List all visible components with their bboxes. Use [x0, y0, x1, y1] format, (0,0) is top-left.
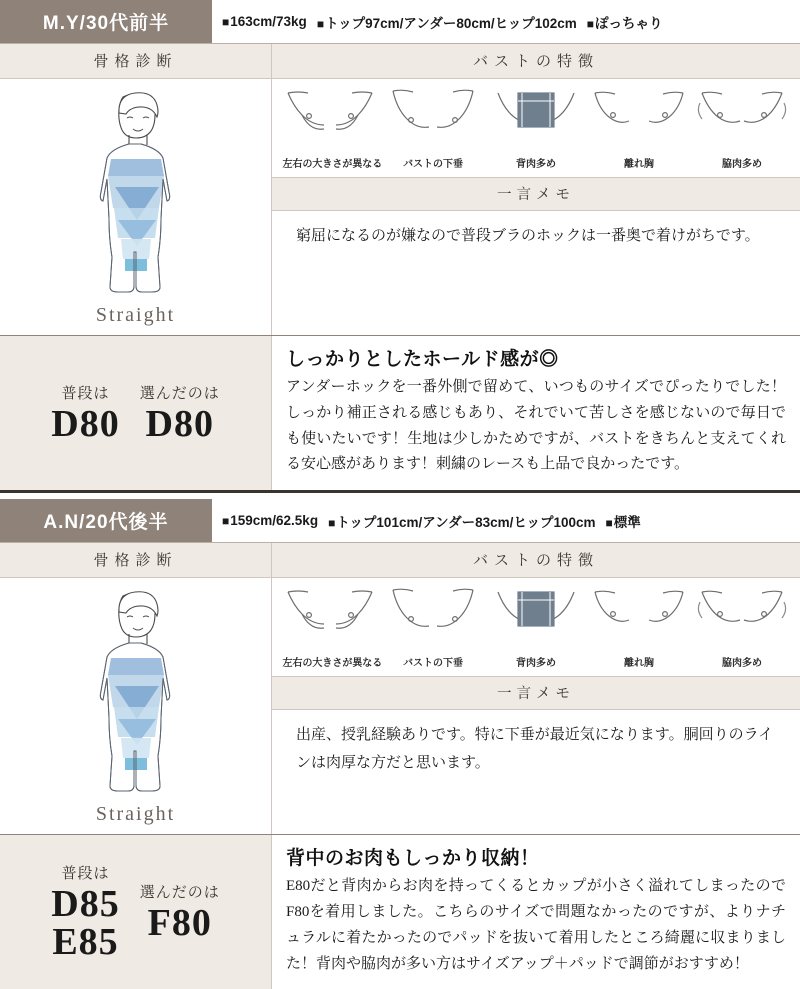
body-figure-illustration	[61, 87, 211, 302]
bust-feature-item	[280, 87, 380, 171]
usual-size-line: D80	[51, 402, 120, 445]
bust-back-fat-icon	[488, 586, 584, 648]
bust-uneven-icon	[282, 586, 378, 648]
usual-size-box	[41, 382, 129, 443]
bust-wide-set-icon	[591, 87, 687, 149]
bust-feature-row	[272, 79, 800, 171]
memo-text: 窮屈になるのが嫌なので普段ブラのホックは一番奥で着けがちです。	[296, 228, 760, 244]
usual-size-label: 普段は	[61, 384, 110, 402]
comment-body: E80だと背肉からお肉を持ってくるとカップが小さく溢れてしまったのでF80を着用しました。こちらのサイズで問題なかったのですが、よりナチュラルに着たかったのでパッドを抜いて着用したところ綺麗に収まりました！背肉や脇肉が多い方はサイズアップ＋パッドで調節がおすすめ！	[286, 878, 786, 972]
size-and-comment	[0, 835, 800, 989]
bust-feature-item	[486, 586, 586, 670]
body-figure-cell	[0, 578, 272, 834]
spec-item: ■ 標準	[606, 511, 641, 531]
usual-size-value	[51, 882, 120, 963]
reviewer-specs	[212, 499, 800, 542]
bust-side-fat-icon	[694, 586, 790, 648]
usual-size-box	[41, 862, 129, 961]
comment-cell	[272, 835, 800, 989]
bust-sagging-icon	[385, 87, 481, 149]
skeleton-type-label: Straight	[95, 304, 176, 326]
chosen-size-label: 選んだのは	[139, 384, 220, 402]
memo-header: 一言メモ	[272, 676, 800, 710]
bust-back-fat-icon	[488, 87, 584, 149]
column-header-skeleton: 骨格診断	[0, 543, 272, 577]
memo-header: 一言メモ	[272, 177, 800, 211]
bust-sagging-icon	[385, 586, 481, 648]
bust-feature-item	[383, 586, 483, 670]
comment-title: しっかりとしたホールド感が◎	[286, 349, 559, 370]
spec-item: ■ 159cm/62.5kg	[222, 513, 318, 528]
chosen-size-value: D80	[145, 402, 214, 445]
bust-feature-caption: 左右の大きさが異なる	[282, 158, 382, 170]
column-header-bust: バストの特徴	[272, 44, 800, 78]
reviewer-name: M.Y/30代前半	[0, 0, 212, 43]
column-header-skeleton: 骨格診断	[0, 44, 272, 78]
skeleton-type-label: Straight	[95, 803, 176, 826]
size-cell	[0, 336, 272, 490]
review-header	[0, 499, 800, 543]
size-and-comment	[0, 336, 800, 493]
chosen-size-value: F80	[147, 901, 212, 944]
bust-and-memo	[272, 79, 800, 335]
bust-feature-item	[692, 87, 792, 171]
bust-feature-caption: 脇肉多め	[722, 158, 763, 170]
chosen-size-box	[130, 382, 230, 443]
bust-feature-item	[589, 87, 689, 171]
review-body	[0, 578, 800, 835]
bust-feature-caption: 離れ胸	[624, 158, 655, 170]
review-body	[0, 79, 800, 336]
usual-size-label: 普段は	[61, 864, 110, 882]
body-figure-cell	[0, 79, 272, 335]
review-card	[0, 499, 800, 989]
bust-feature-item	[383, 87, 483, 171]
memo-text: 出産、授乳経験ありです。特に下垂が最近気になります。胴回りのラインは肉厚な方だと思います。	[296, 727, 774, 771]
chosen-size-box	[130, 881, 230, 942]
usual-size-line: D85	[51, 882, 120, 925]
spec-item: ■ トップ101cm/アンダー83cm/ヒップ100cm	[328, 511, 595, 531]
column-headers	[0, 543, 800, 578]
bust-feature-caption: 離れ胸	[624, 657, 655, 669]
bust-feature-caption: 左右の大きさが異なる	[282, 657, 382, 669]
comment-body: アンダーホックを一番外側で留めて、いつものサイズでぴったりでした！しっかり補正される感じもあり、それでいて苦しさを感じないので毎日でも使いたいです！生地は少しかためですが、バストをきちんと支えてくれる安心感があります！刺繍のレースも上品で良かったです。	[286, 379, 786, 473]
bust-feature-caption: 脇肉多め	[722, 657, 763, 669]
review-card	[0, 0, 800, 493]
size-cell	[0, 835, 272, 989]
usual-size-line: E85	[52, 920, 119, 963]
column-header-bust: バストの特徴	[272, 543, 800, 577]
spec-item: ■ トップ97cm/アンダー80cm/ヒップ102cm	[317, 12, 577, 32]
reviewer-name: A.N/20代後半	[0, 499, 212, 542]
spec-item: ■ ぽっちゃり	[587, 12, 663, 32]
bust-side-fat-icon	[694, 87, 790, 149]
bust-feature-item	[692, 586, 792, 670]
reviewer-specs	[212, 0, 800, 43]
bust-wide-set-icon	[591, 586, 687, 648]
usual-size-value	[51, 402, 120, 445]
bust-feature-item	[486, 87, 586, 171]
bust-feature-caption: バストの下垂	[402, 158, 463, 170]
bust-feature-item	[589, 586, 689, 670]
bust-feature-item	[280, 586, 380, 670]
review-header	[0, 0, 800, 44]
chosen-size-label: 選んだのは	[139, 883, 220, 901]
bust-and-memo	[272, 578, 800, 834]
bust-feature-caption: バストの下垂	[402, 657, 463, 669]
column-headers	[0, 44, 800, 79]
body-figure-illustration	[61, 586, 211, 801]
bust-feature-caption: 背肉多め	[516, 657, 556, 669]
spec-item: ■ 163cm/73kg	[222, 14, 307, 29]
bust-feature-row	[272, 578, 800, 670]
comment-title: 背中のお肉もしっかり収納！	[286, 848, 540, 870]
bust-feature-caption: 背肉多め	[516, 158, 556, 170]
bust-uneven-icon	[282, 87, 378, 149]
comment-cell	[272, 336, 800, 490]
